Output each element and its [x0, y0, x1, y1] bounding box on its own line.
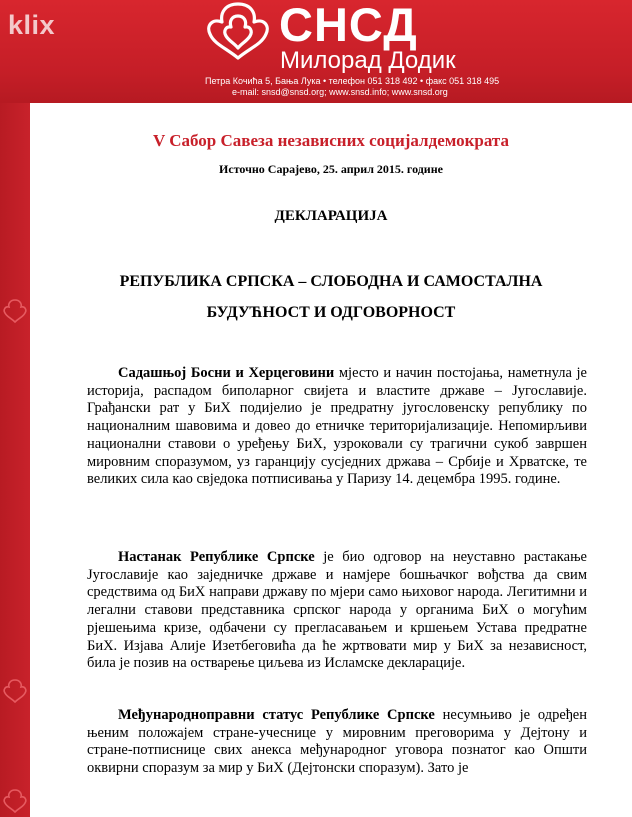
document-subtitle: Источно Сарајево, 25. април 2015. године [219, 162, 443, 176]
left-margin-strip [0, 103, 30, 817]
paragraph-text: је био одговор на неуставно растакање Југославије као заједничке државе и намјере бошњачког вођства да свим средствима од БиХ направи државу по мјери само њиховог народа. Легитимни и легални ставови представника српског народа у органима БиХ о могућим рјешењима кризе, одбачени су прегласавањем и кршењем Устава предратне БиХ. Изјава Алије Изетбеговића да ће жртвовати мир у БиХ за независност, била је позив на остварење циљева из Исламске декларације. [87, 549, 587, 672]
document-page [30, 103, 632, 817]
paragraph-text: мјесто и начин постојања, наметнула је историја, распадом биполарног свијета и властите државе – Југославије. Грађански рат у БиХ подијелио је предратну југословенску републику по националним шавовима и довео до етничке територијализације. Непомирљиви национални ставови о уређењу БиХ, узроковали су трагични сукоб завршен мировним споразумом, уз гаранцију сусједних држава – Србије и Хрватске, те великих сила као свједока потписивања у Паризу 14. децембра 1995. године. [87, 365, 587, 488]
address-line: Петра Кочића 5, Бања Лука • телефон 051 318 492 • факс 051 318 495 [205, 76, 500, 86]
rose-watermark-icon [2, 298, 28, 324]
paragraph-lead: Настанак Републике Српске [118, 549, 315, 565]
letterhead-banner [0, 0, 632, 103]
rose-watermark-icon [2, 678, 28, 704]
paragraph [87, 707, 587, 778]
klix-watermark: klix [8, 10, 56, 40]
leader-name: Милорад Додик [280, 47, 456, 74]
paragraph-text: несумњиво је одређен њеним положајем стране-учеснице у мировним преговорима у Дејтону и стране-потписнице свих анекса међународног уговора познатог као Општи оквирни споразум за мир у БиХ (Дејтонски споразум). Зато је [87, 707, 587, 777]
paragraph-lead: Међународноправни статус Републике Српске [118, 707, 435, 723]
contact-line: e-mail: snsd@snsd.org; www.snsd.info; www.snsd.org [232, 87, 448, 97]
paragraph-lead: Садашњој Босни и Херцеговини [118, 365, 335, 381]
declaration-heading: ДЕКЛАРАЦИЈА [274, 208, 388, 224]
brand-name: СНСД [279, 0, 418, 51]
rose-watermark-icon [2, 788, 28, 814]
rose-logo-icon [202, 0, 274, 62]
paragraph [87, 549, 587, 673]
main-heading-line1: РЕПУБЛИКА СРПСКА – СЛОБОДНА И САМОСТАЛНА [119, 273, 543, 290]
paragraph [87, 365, 587, 489]
main-heading-line2: БУДУЋНОСТ И ОДГОВОРНОСТ [206, 304, 456, 321]
document-title: V Сабор Савеза независних социјалдемократа [153, 131, 509, 150]
